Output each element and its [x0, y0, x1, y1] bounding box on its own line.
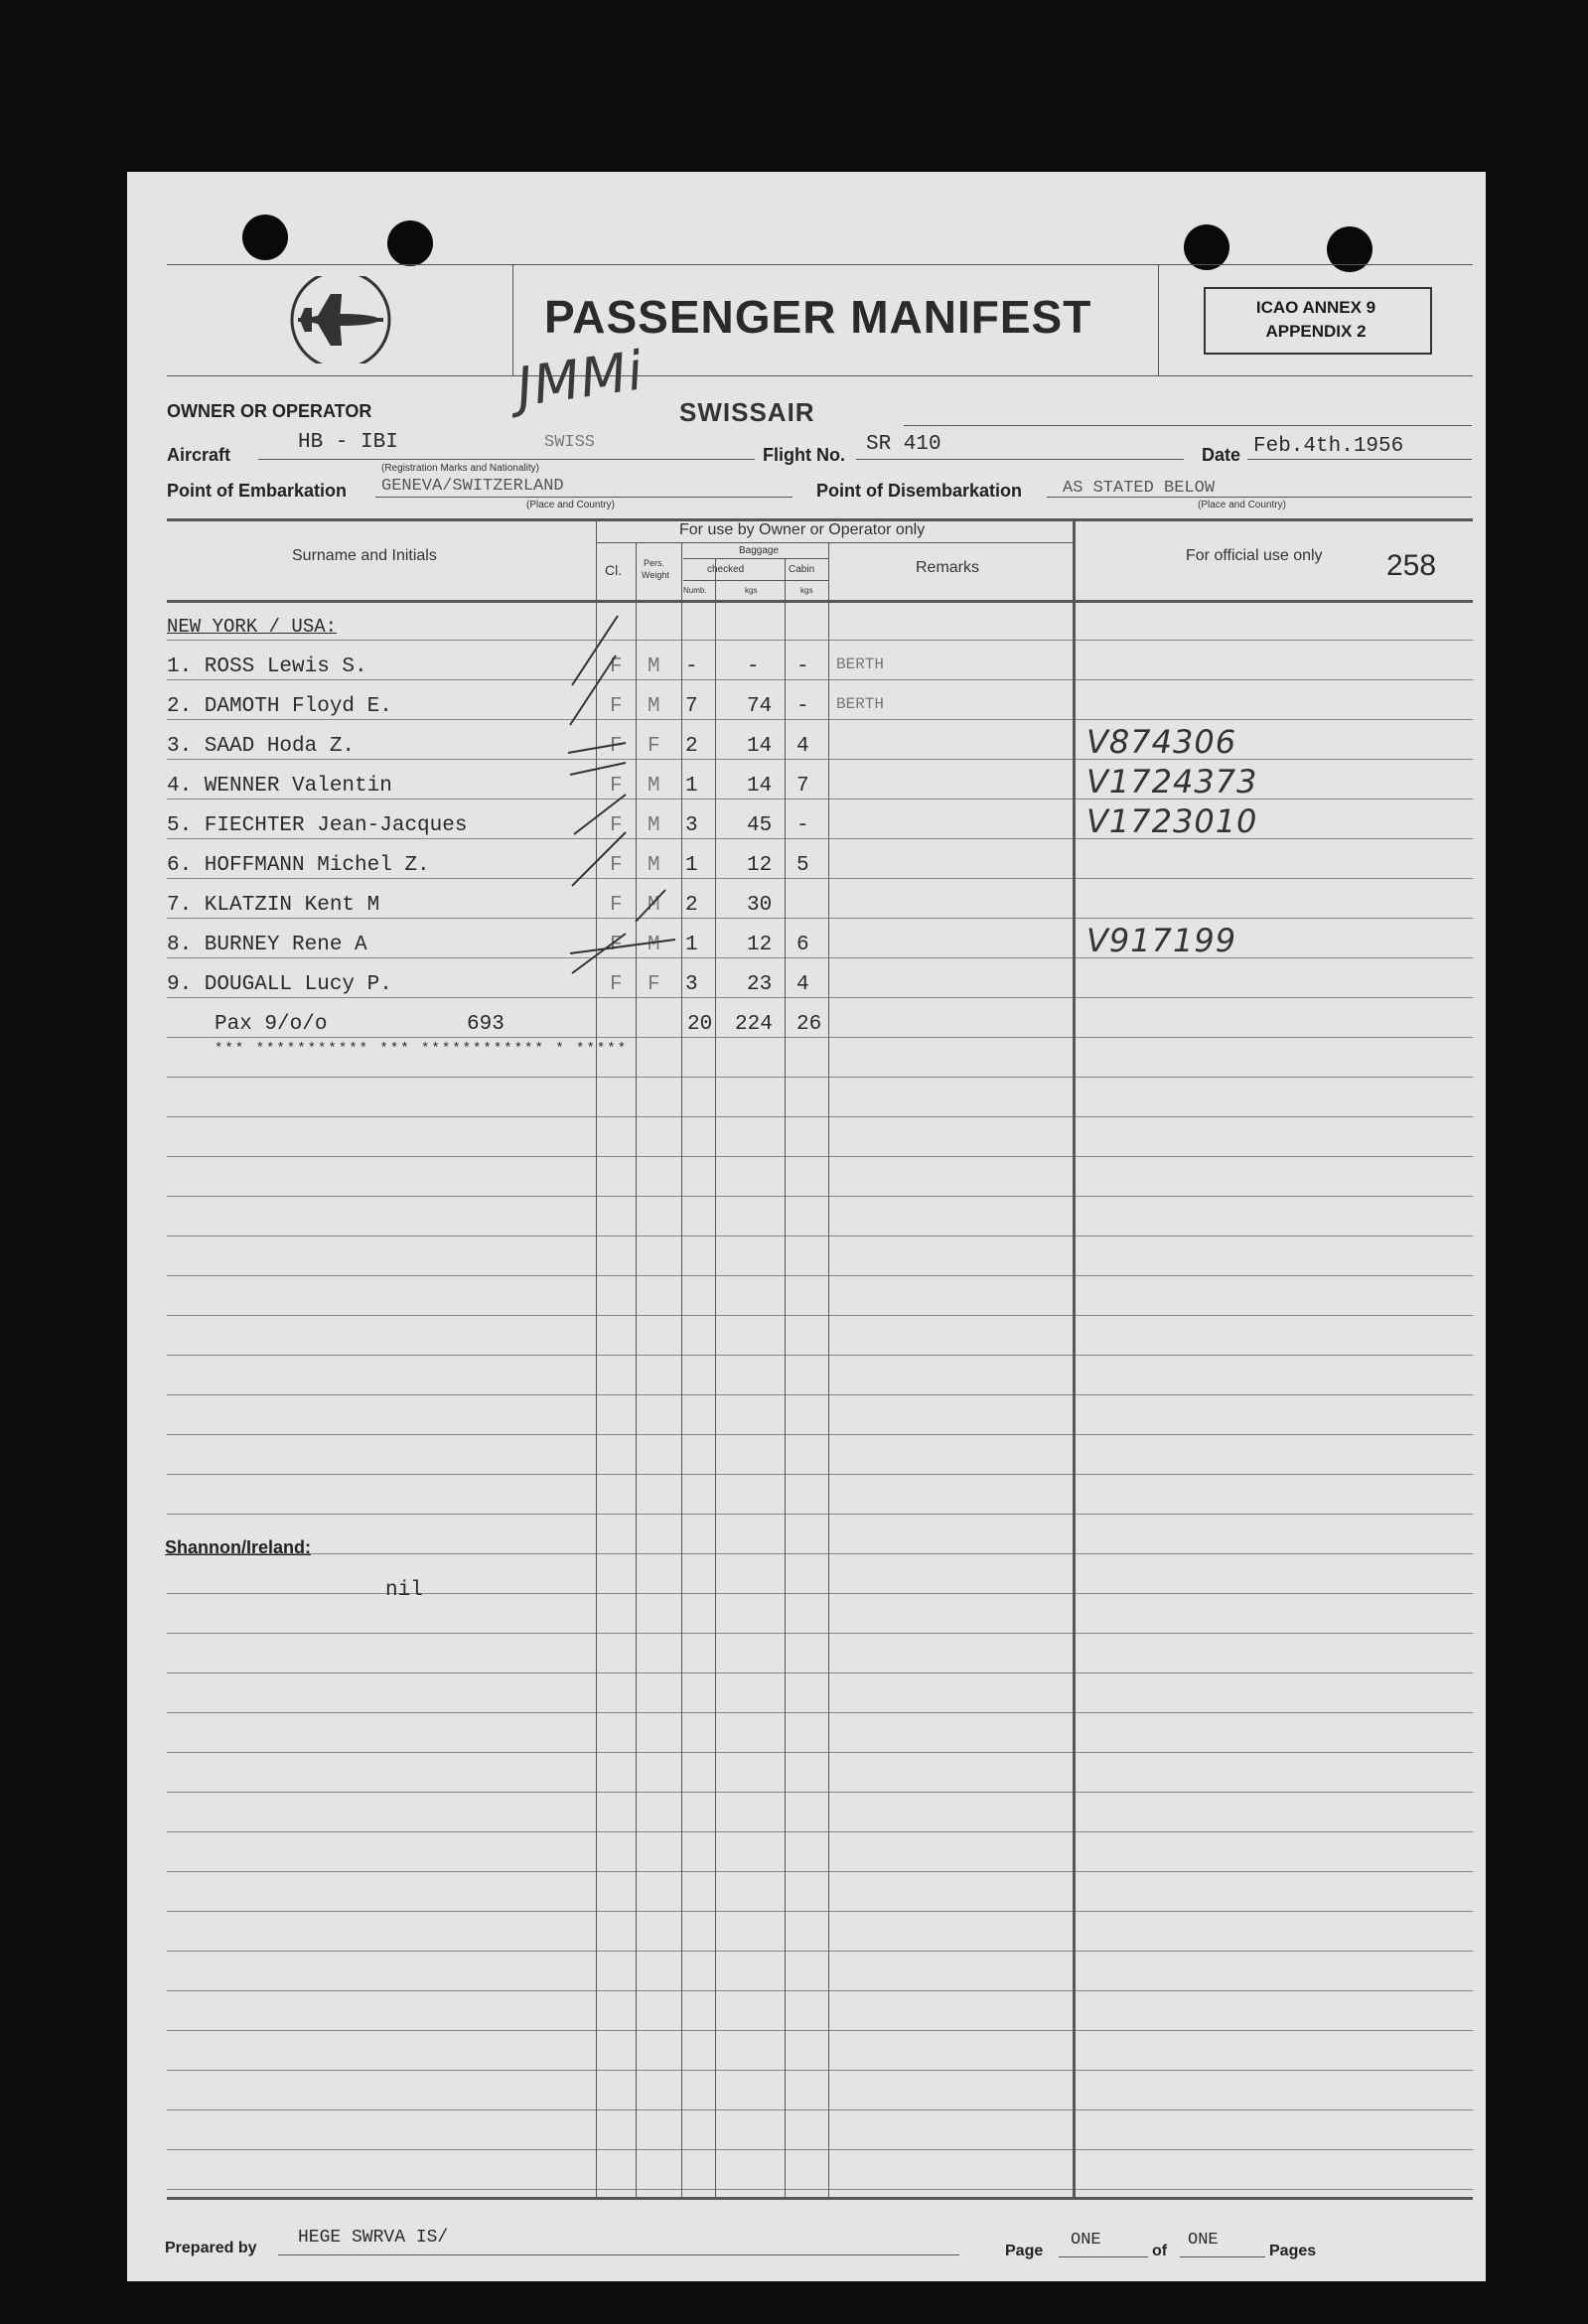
owner-use-header: For use by Owner or Operator only [679, 521, 926, 538]
passenger-name: 6. HOFFMANN Michel Z. [167, 854, 430, 877]
stamp-number: 258 [1386, 549, 1437, 582]
passenger-name: 4. WENNER Valentin [167, 775, 392, 798]
baggage-count: 2 [685, 894, 698, 917]
passenger-sex: M [648, 894, 660, 917]
col-cabin-header: Cabin [789, 564, 815, 575]
baggage-weight: 74 [747, 695, 773, 718]
ruled-line [167, 838, 1473, 839]
col-surname-header: Surname and Initials [292, 547, 437, 564]
handwritten-initials: JMMi [512, 339, 648, 419]
passenger-class: F [610, 735, 623, 758]
of-label: of [1152, 2243, 1168, 2259]
passenger-class: F [610, 775, 623, 798]
ruled-line [167, 1792, 1473, 1793]
baggage-count: 2 [685, 735, 698, 758]
baggage-weight: 14 [747, 735, 773, 758]
aircraft-value: HB - IBI [298, 431, 398, 454]
ruled-line [167, 2070, 1473, 2071]
baggage-weight: 30 [747, 894, 773, 917]
ruled-line [167, 1593, 1473, 1594]
aircraft-label: Aircraft [167, 445, 231, 465]
icao-line2: APPENDIX 2 [1265, 322, 1367, 341]
cabin-weight: 4 [796, 973, 809, 996]
col-kgs-header: kgs [745, 586, 758, 595]
baggage-count: 7 [685, 695, 698, 718]
ruled-line [167, 918, 1473, 919]
totals-label: Pax 9/o/o [215, 1013, 328, 1036]
prepared-value: HEGE SWRVA IS/ [298, 2228, 449, 2248]
page-title: PASSENGER MANIFEST [544, 291, 1092, 343]
ruled-line [167, 997, 1473, 998]
ruled-line [167, 679, 1473, 680]
ruled-line [167, 1077, 1473, 1078]
passenger-sex: M [648, 655, 660, 678]
baggage-count: - [685, 655, 698, 678]
baggage-count: 1 [685, 775, 698, 798]
ruled-line [167, 1951, 1473, 1952]
baggage-weight: 14 [747, 775, 773, 798]
punch-hole [387, 220, 433, 266]
section-shannon-value: nil [385, 1579, 423, 1602]
col-pers-header: Pers. [644, 558, 665, 568]
passenger-class: F [610, 894, 623, 917]
baggage-weight: 12 [747, 854, 773, 877]
passenger-sex: M [648, 695, 660, 718]
passenger-sex: F [648, 735, 660, 758]
airplane-logo-icon [288, 276, 393, 363]
pages-label: Pages [1269, 2243, 1317, 2259]
ruled-line [167, 1394, 1473, 1395]
baggage-weight: 23 [747, 973, 773, 996]
baggage-weight: - [747, 655, 760, 678]
passenger-sex: F [648, 973, 660, 996]
prepared-label: Prepared by [165, 2240, 257, 2256]
col-kgs2-header: kgs [800, 586, 813, 595]
baggage-count: 3 [685, 973, 698, 996]
cabin-weight: - [796, 814, 809, 837]
totals-stars: *** *********** *** ************ * ***** [215, 1041, 629, 1057]
baggage-count: 1 [685, 854, 698, 877]
col-remarks-header: Remarks [916, 559, 980, 576]
official-use-note: V874306 [1086, 723, 1237, 761]
cabin-weight: - [796, 655, 809, 678]
baggage-weight: 45 [747, 814, 773, 837]
punch-hole [1327, 226, 1372, 272]
ruled-line [167, 1514, 1473, 1515]
passenger-name: 3. SAAD Hoda Z. [167, 735, 356, 758]
section-heading-shannon: Shannon/Ireland: [165, 1537, 312, 1557]
date-value: Feb.4th.1956 [1253, 435, 1404, 458]
place-country-note-2: (Place and Country) [1198, 500, 1286, 510]
cabin-weight: 5 [796, 854, 809, 877]
embark-value: GENEVA/SWITZERLAND [381, 477, 564, 496]
ruled-line [167, 1434, 1473, 1435]
passenger-name: 5. FIECHTER Jean-Jacques [167, 814, 468, 837]
passenger-sex: M [648, 814, 660, 837]
date-label: Date [1202, 445, 1241, 465]
official-use-note: V917199 [1086, 922, 1237, 959]
ruled-line [167, 1474, 1473, 1475]
check-marks [556, 596, 695, 993]
ruled-line [167, 1871, 1473, 1872]
page-label: Page [1005, 2243, 1044, 2259]
col-numb-header: Numb. [683, 586, 707, 595]
ruled-line [167, 1315, 1473, 1316]
ruled-line [167, 1831, 1473, 1832]
place-country-note: (Place and Country) [526, 500, 615, 510]
passenger-class: F [610, 934, 623, 956]
ruled-line [167, 1275, 1473, 1276]
ruled-line [167, 1355, 1473, 1356]
ruled-line [167, 1196, 1473, 1197]
ruled-line [167, 1116, 1473, 1117]
ruled-line [167, 1633, 1473, 1634]
ruled-line [167, 1752, 1473, 1753]
owner-value: SWISSAIR [679, 397, 815, 427]
cabin-weight: 6 [796, 934, 809, 956]
passenger-name: 2. DAMOTH Floyd E. [167, 695, 392, 718]
totals-numb: 20 [687, 1013, 713, 1036]
ruled-line [167, 2030, 1473, 2031]
baggage-count: 1 [685, 934, 698, 956]
passenger-class: F [610, 695, 623, 718]
ruled-line [167, 1911, 1473, 1912]
official-use-note: V1723010 [1086, 802, 1258, 840]
flight-value: SR 410 [866, 433, 941, 456]
totals-cabin: 26 [796, 1013, 822, 1036]
cabin-weight: 4 [796, 735, 809, 758]
page-value: ONE [1071, 2231, 1101, 2250]
passenger-class: F [610, 854, 623, 877]
passenger-name: 1. ROSS Lewis S. [167, 655, 367, 678]
section-heading-new-york: NEW YORK / USA: [167, 616, 338, 638]
flight-label: Flight No. [763, 445, 845, 465]
col-baggage-header: Baggage [739, 545, 780, 556]
ruled-line [167, 2189, 1473, 2190]
ruled-line [167, 719, 1473, 720]
baggage-count: 3 [685, 814, 698, 837]
cabin-weight: 7 [796, 775, 809, 798]
ruled-line [167, 1156, 1473, 1157]
passenger-sex: M [648, 775, 660, 798]
ruled-line [167, 1672, 1473, 1673]
ruled-line [167, 1712, 1473, 1713]
ruled-line [167, 2109, 1473, 2110]
totals-kgs: 224 [735, 1013, 773, 1036]
passenger-remarks: BERTH [836, 655, 885, 673]
ruled-line [167, 759, 1473, 760]
ruled-line [167, 1990, 1473, 1991]
disembark-label: Point of Disembarkation [816, 481, 1023, 501]
totals-value: 693 [467, 1013, 505, 1036]
ruled-line [167, 2149, 1473, 2150]
passenger-remarks: BERTH [836, 695, 885, 713]
passenger-class: F [610, 973, 623, 996]
ruled-line [167, 640, 1473, 641]
disembark-value: AS STATED BELOW [1063, 479, 1216, 498]
col-cl-header: Cl. [605, 562, 623, 578]
passenger-class: F [610, 814, 623, 837]
ruled-line [167, 878, 1473, 879]
embark-label: Point of Embarkation [167, 481, 348, 501]
passenger-class: F [610, 655, 623, 678]
owner-label: OWNER OR OPERATOR [167, 401, 372, 421]
cabin-weight: - [796, 695, 809, 718]
passenger-sex: M [648, 854, 660, 877]
col-official-header: For official use only [1186, 547, 1323, 564]
col-weight-header: Weight [642, 570, 669, 580]
baggage-weight: 12 [747, 934, 773, 956]
passenger-name: 9. DOUGALL Lucy P. [167, 973, 392, 996]
passenger-sex: M [648, 934, 660, 956]
aircraft-extra: SWISS [544, 433, 596, 452]
col-checked-header: checked [707, 564, 745, 575]
ruled-line [167, 1235, 1473, 1236]
passenger-name: 8. BURNEY Rene A [167, 934, 367, 956]
passenger-name: 7. KLATZIN Kent M [167, 894, 380, 917]
of-value: ONE [1188, 2231, 1219, 2250]
ruled-line [167, 1037, 1473, 1038]
registration-note: (Registration Marks and Nationality) [381, 463, 539, 474]
official-use-note: V1724373 [1086, 763, 1258, 800]
ruled-line [167, 1553, 1473, 1554]
ruled-line [167, 957, 1473, 958]
punch-hole [242, 215, 288, 260]
icao-line1: ICAO ANNEX 9 [1255, 298, 1376, 317]
